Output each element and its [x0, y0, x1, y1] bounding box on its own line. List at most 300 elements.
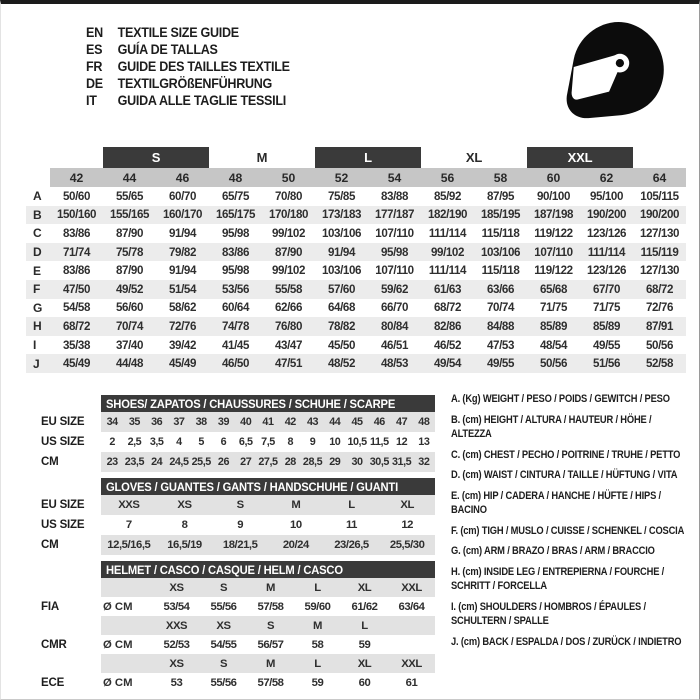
- size-header-cell: 60: [527, 168, 580, 187]
- value-cell: 11: [345, 519, 358, 531]
- value-cell: 49/55: [592, 338, 620, 352]
- row-label: CM: [41, 539, 59, 551]
- size-cell: XL: [357, 581, 372, 594]
- spacer: [31, 561, 101, 578]
- value-cell: 82/86: [433, 319, 461, 333]
- value-cell: 76/80: [274, 319, 302, 333]
- value-cell: 56/57: [257, 638, 284, 651]
- value-cell: 123/126: [586, 226, 627, 240]
- spacer: [31, 578, 101, 597]
- value-cell: 31,5: [391, 456, 412, 468]
- value-cell: 20/24: [282, 539, 309, 551]
- row-values: [101, 495, 435, 515]
- value-cell: 61/62: [351, 600, 378, 613]
- row-values: [101, 452, 435, 472]
- helmet-sizes-row: [31, 616, 437, 635]
- value-cell: 25,5: [191, 456, 211, 468]
- size-cell: XL: [357, 657, 372, 670]
- value-cell: 32: [418, 456, 430, 468]
- language-code: IT: [86, 93, 97, 108]
- size-header-cell: 64: [633, 168, 686, 187]
- value-cell: 9: [309, 436, 316, 448]
- row-values: [101, 412, 435, 432]
- size-group-row: [26, 147, 686, 168]
- value-cell: 60/70: [168, 189, 196, 203]
- value-cell: 44/48: [115, 357, 143, 371]
- size-header-cell: 46: [156, 168, 209, 187]
- value-cell: 49/52: [115, 282, 143, 296]
- value-cell: 9: [237, 519, 244, 531]
- value-cell: 170/180: [268, 208, 309, 222]
- value-cell: 45: [351, 416, 363, 428]
- size-cell: XS: [169, 581, 184, 594]
- size-cell: XS: [216, 619, 231, 632]
- diameter-unit-label: Ø CM: [103, 600, 133, 613]
- value-cell: 16,5/19: [167, 539, 202, 551]
- value-cell: 27: [240, 456, 252, 468]
- size-cell: S: [219, 657, 228, 670]
- value-cell: 48/53: [380, 357, 408, 371]
- language-code: ES: [86, 42, 103, 57]
- value-cell: 23/26,5: [334, 539, 369, 551]
- table-row: [26, 336, 686, 355]
- value-cell: 107/110: [375, 226, 414, 240]
- legend-item: H. (cm) INSIDE LEG / ENTREPIERNA / FOURCHE / SCHRITT / FORCELLA: [451, 565, 665, 592]
- value-cell: 51/54: [168, 282, 196, 296]
- row-values: [101, 432, 435, 452]
- value-cell: 48/52: [327, 357, 355, 371]
- value-cell: 83/86: [62, 226, 90, 240]
- size-section-row: [31, 535, 437, 555]
- value-cell: 68/72: [645, 282, 673, 296]
- value-cell: 78/82: [327, 319, 355, 333]
- diameter-unit-label: Ø CM: [103, 676, 133, 689]
- helmet-header-row: [31, 561, 437, 578]
- value-cell: 46: [373, 416, 385, 428]
- value-cell: 160/170: [162, 208, 203, 222]
- row-label: G: [33, 300, 43, 315]
- helmet-rows: [31, 578, 437, 692]
- size-header-cell: 50: [262, 168, 315, 187]
- size-cell: M: [266, 657, 275, 670]
- value-cell: 26: [217, 456, 230, 468]
- value-cell: 68/72: [62, 319, 90, 333]
- value-cell: 72/76: [168, 319, 196, 333]
- row-label: D: [33, 245, 42, 260]
- helmet-sizes-row: [31, 578, 437, 597]
- legend-item: D. (cm) WAIST / CINTURA / TAILLE / HÜFTUNG / VITA: [451, 469, 678, 481]
- value-cell: 53/56: [221, 282, 249, 296]
- row-values: [101, 635, 435, 654]
- value-cell: 11,5: [370, 436, 389, 448]
- value-cell: 47/50: [62, 282, 90, 296]
- spacer: [31, 616, 101, 635]
- value-cell: 10: [289, 519, 302, 531]
- table-row: [26, 317, 686, 336]
- value-cell: 18/21,5: [222, 539, 258, 551]
- value-cell: 3,5: [149, 436, 164, 448]
- value-cell: 72/76: [645, 301, 673, 315]
- value-cell: 13: [418, 436, 430, 448]
- value-cell: 59/60: [304, 600, 331, 613]
- helmet-icon-svg: [550, 16, 678, 124]
- language-row: [86, 58, 290, 75]
- size-section-row: [31, 452, 437, 472]
- value-cell: 59: [358, 638, 371, 651]
- value-cell: 79/82: [168, 245, 196, 259]
- value-cell: 95/98: [221, 226, 249, 240]
- row-label: FIA: [41, 600, 59, 613]
- table-row: [26, 243, 686, 262]
- row-values: [101, 654, 435, 673]
- value-cell: 56/60: [115, 301, 143, 315]
- size-section-row: [31, 412, 437, 432]
- value-cell: 83/86: [62, 264, 90, 278]
- value-cell: 50/56: [539, 357, 567, 371]
- value-cell: 41/45: [221, 338, 249, 352]
- row-values: [101, 673, 435, 692]
- size-cell: XXL: [401, 581, 422, 594]
- spacer: [31, 395, 101, 412]
- legend-item: C. (cm) CHEST / PECHO / POITRINE / TRUHE / PETTO: [451, 448, 681, 461]
- language-row: [86, 92, 290, 109]
- value-cell: 34: [106, 416, 118, 428]
- value-cell: 60: [358, 676, 371, 689]
- value-cell: 53/54: [163, 600, 190, 613]
- helmet-values-row: [31, 673, 437, 692]
- value-cell: 99/102: [271, 226, 306, 240]
- shoes-title: SHOES/ ZAPATOS / CHAUSSURES / SCHUHE / SCARPE: [106, 396, 396, 411]
- value-cell: 107/110: [534, 245, 573, 259]
- value-cell: 105/115: [640, 189, 679, 203]
- row-label: EU SIZE: [41, 416, 85, 428]
- value-cell: 60/64: [221, 301, 249, 315]
- value-cell: XXS: [118, 499, 140, 511]
- size-group-cell: XXL: [527, 147, 633, 168]
- value-cell: 190/200: [639, 208, 680, 222]
- value-cell: 185/195: [480, 208, 521, 222]
- size-section-row: [31, 515, 437, 535]
- value-cell: 85/92: [433, 189, 461, 203]
- value-cell: 119/122: [534, 226, 573, 240]
- gloves-section: [31, 478, 437, 555]
- value-cell: 115/119: [640, 245, 679, 259]
- value-cell: 66/70: [380, 301, 408, 315]
- bottom-tables: [31, 395, 437, 698]
- row-label: CMR: [41, 638, 67, 651]
- table-row: [26, 206, 686, 225]
- table-row: [26, 299, 686, 318]
- size-group-cell: L: [315, 147, 421, 168]
- value-cell: 80/84: [380, 319, 408, 333]
- table-row: [26, 224, 686, 243]
- value-cell: 58/62: [168, 301, 196, 315]
- value-cell: 63/66: [486, 282, 514, 296]
- value-cell: 23: [106, 456, 118, 468]
- row-label: A: [33, 189, 42, 204]
- value-cell: 50/60: [62, 189, 90, 203]
- value-cell: 111/114: [428, 226, 467, 240]
- value-cell: 87/91: [645, 319, 673, 333]
- value-cell: 45/49: [62, 357, 90, 371]
- value-cell: 155/165: [109, 208, 150, 222]
- value-cell: 85/89: [592, 319, 620, 333]
- legend-item: A. (Kg) WEIGHT / PESO / POIDS / GEWITCH / PESO: [451, 393, 670, 405]
- value-cell: 111/114: [587, 245, 626, 259]
- value-cell: 7,5: [261, 436, 275, 448]
- value-cell: 67/70: [592, 282, 620, 296]
- helmet-values-row: [31, 597, 437, 616]
- value-cell: 55/65: [115, 189, 143, 203]
- value-cell: 190/200: [586, 208, 627, 222]
- row-label: F: [33, 282, 41, 297]
- legend-item: G. (cm) ARM / BRAZO / BRAS / ARM / BRACCIO: [451, 545, 655, 557]
- value-cell: M: [291, 499, 301, 511]
- spacer: [31, 654, 101, 673]
- value-cell: 61: [405, 676, 418, 689]
- value-cell: XL: [400, 499, 414, 511]
- helmet-title: HELMET / CASCO / CASQUE / HELM / CASCO: [106, 562, 343, 577]
- row-label: I: [33, 338, 37, 353]
- value-cell: S: [236, 499, 244, 511]
- value-cell: 70/74: [486, 301, 514, 315]
- value-cell: 35/38: [62, 338, 90, 352]
- value-cell: 91/94: [327, 245, 355, 259]
- value-cell: 57/58: [257, 676, 284, 689]
- value-cell: 57/58: [257, 600, 284, 613]
- measurement-rows: [26, 187, 686, 373]
- value-cell: 150/160: [56, 208, 97, 222]
- gloves-rows: [31, 495, 437, 555]
- size-group-cell: [50, 147, 103, 168]
- value-cell: 36: [151, 416, 163, 428]
- value-cell: 103/106: [321, 264, 362, 278]
- value-cell: 65/68: [539, 282, 567, 296]
- value-cell: 6: [220, 436, 227, 448]
- table-row: [26, 261, 686, 280]
- row-label: H: [33, 319, 42, 334]
- value-cell: 68/72: [433, 301, 461, 315]
- language-label: TEXTILE SIZE GUIDE: [117, 25, 239, 40]
- value-cell: 71/74: [62, 245, 90, 259]
- value-cell: 48: [418, 416, 430, 428]
- value-cell: 28: [284, 456, 296, 468]
- value-cell: 2,5: [127, 436, 142, 448]
- value-cell: 8: [287, 436, 294, 448]
- value-cell: 65/75: [221, 189, 249, 203]
- value-cell: 115/118: [481, 264, 520, 278]
- value-cell: 44: [329, 416, 341, 428]
- value-cell: 54/58: [62, 301, 90, 315]
- language-code: DE: [86, 76, 103, 91]
- value-cell: 70/74: [115, 319, 143, 333]
- legend-item: E. (cm) HIP / CADERA / HANCHE / HÜFTE / HIPS / BACINO: [451, 489, 661, 516]
- value-cell: 30: [351, 456, 363, 468]
- value-cell: 47/53: [486, 338, 514, 352]
- row-values: [101, 578, 435, 597]
- value-cell: 43/47: [274, 338, 302, 352]
- value-cell: 83/86: [221, 245, 249, 259]
- row-label: CM: [41, 456, 59, 468]
- value-cell: 115/118: [481, 226, 520, 240]
- value-cell: 182/190: [427, 208, 468, 222]
- value-cell: 47/51: [274, 357, 302, 371]
- value-cell: 45/50: [327, 338, 355, 352]
- size-header-cell: 54: [368, 168, 421, 187]
- value-cell: 49/55: [486, 357, 514, 371]
- legend-item: B. (cm) HEIGHT / ALTURA / HAUTEUR / HÖHE / ALTEZZA: [451, 413, 652, 440]
- size-group-cell: XL: [465, 150, 483, 165]
- size-cell: XXS: [165, 619, 188, 632]
- value-cell: 10: [329, 436, 341, 448]
- value-cell: 90/100: [536, 189, 571, 203]
- size-header-spacer: [26, 168, 50, 187]
- value-cell: 46/50: [221, 357, 249, 371]
- value-cell: 99/102: [430, 245, 465, 259]
- value-cell: 6,5: [238, 436, 253, 448]
- value-cell: 85/89: [539, 319, 567, 333]
- value-cell: 35: [128, 416, 140, 428]
- value-cell: 4: [176, 436, 182, 448]
- value-cell: XS: [177, 499, 192, 511]
- language-label: GUIDE DES TAILLES TEXTILE: [117, 59, 290, 74]
- value-cell: 75/78: [115, 245, 143, 259]
- value-cell: 28,5: [302, 456, 323, 468]
- size-header-row: [26, 168, 686, 187]
- value-cell: 48/54: [539, 338, 567, 352]
- row-values: [101, 616, 435, 635]
- value-cell: 38: [195, 416, 207, 428]
- value-cell: 63/64: [398, 600, 425, 613]
- size-header-cell: 58: [474, 168, 527, 187]
- size-section-row: [31, 432, 437, 452]
- language-code: FR: [86, 59, 103, 74]
- size-cell: S: [266, 619, 275, 632]
- value-cell: 87/90: [274, 245, 302, 259]
- value-cell: 87/95: [486, 189, 514, 203]
- value-cell: 91/94: [168, 264, 196, 278]
- value-cell: 29: [329, 456, 341, 468]
- size-section-row: [31, 495, 437, 515]
- row-label: E: [33, 263, 42, 278]
- row-values: [101, 535, 435, 555]
- value-cell: 123/126: [586, 264, 627, 278]
- value-cell: 12: [396, 436, 408, 448]
- value-cell: 53: [170, 676, 183, 689]
- shoes-rows: [31, 412, 437, 472]
- value-cell: 61/63: [433, 282, 461, 296]
- value-cell: 95/98: [221, 264, 249, 278]
- shoes-section: [31, 395, 437, 472]
- value-cell: 10,5: [347, 436, 367, 448]
- value-cell: 2: [109, 436, 115, 448]
- size-group-cell: [633, 147, 686, 168]
- size-header-cell: 62: [580, 168, 633, 187]
- value-cell: 24: [151, 456, 163, 468]
- value-cell: 27,5: [258, 456, 278, 468]
- size-header-cell: 42: [50, 168, 103, 187]
- value-cell: 23,5: [124, 456, 144, 468]
- helmet-section: [31, 561, 437, 692]
- size-header-cell: 56: [421, 168, 474, 187]
- value-cell: 7: [125, 519, 132, 531]
- value-cell: 43: [306, 416, 319, 428]
- value-cell: 50/56: [645, 338, 673, 352]
- language-row: [86, 41, 290, 58]
- value-cell: 58: [311, 638, 324, 651]
- shoes-title-bar: [101, 395, 435, 412]
- value-cell: 187/198: [533, 208, 574, 222]
- table-row: [26, 354, 686, 373]
- diameter-unit-label: Ø CM: [103, 638, 133, 651]
- value-cell: 74/78: [221, 319, 249, 333]
- value-cell: 71/75: [539, 301, 567, 315]
- size-cell: L: [314, 657, 321, 670]
- value-cell: 30,5: [369, 456, 389, 468]
- language-label: GUÍA DE TALLAS: [117, 42, 218, 57]
- value-cell: 111/114: [428, 264, 467, 278]
- value-cell: 5: [198, 436, 204, 448]
- row-label: US SIZE: [41, 436, 85, 448]
- value-cell: 177/187: [374, 208, 415, 222]
- value-cell: 54/55: [210, 638, 237, 651]
- value-cell: 119/122: [534, 264, 573, 278]
- row-label: B: [33, 207, 42, 222]
- value-cell: 37: [173, 416, 185, 428]
- language-label: TEXTILGRÖßENFÜHRUNG: [117, 76, 273, 91]
- value-cell: 49/54: [433, 357, 461, 371]
- measurement-legend: [451, 392, 690, 655]
- value-cell: 12,5/16,5: [107, 539, 151, 551]
- value-cell: 45/49: [168, 357, 196, 371]
- value-cell: 87/90: [115, 264, 143, 278]
- value-cell: 70/80: [274, 189, 302, 203]
- value-cell: 37/40: [115, 338, 143, 352]
- value-cell: 127/130: [639, 264, 680, 278]
- size-cell: M: [266, 581, 275, 594]
- value-cell: 64/68: [327, 301, 355, 315]
- racing-helmet-icon: [550, 16, 678, 124]
- value-cell: 95/98: [380, 245, 408, 259]
- helmet-values-row: [31, 635, 437, 654]
- value-cell: 39: [217, 416, 230, 428]
- value-cell: 99/102: [271, 264, 306, 278]
- value-cell: 59: [311, 676, 324, 689]
- value-cell: 95/100: [589, 189, 624, 203]
- legend-item: F. (cm) TIGH / MUSLO / CUISSE / SCHENKEL / COSCIA: [451, 524, 685, 537]
- value-cell: 42: [284, 416, 296, 428]
- size-header-cell: 44: [103, 168, 156, 187]
- row-label: J: [33, 356, 40, 371]
- table-row: [26, 280, 686, 299]
- value-cell: 173/183: [321, 208, 362, 222]
- size-header-cell: 48: [209, 168, 262, 187]
- size-cell: S: [219, 581, 228, 594]
- value-cell: 55/58: [274, 282, 302, 296]
- table-row: [26, 187, 686, 206]
- value-cell: 46/51: [380, 338, 408, 352]
- helmet-title-bar: [101, 561, 435, 578]
- value-cell: 57/60: [327, 282, 355, 296]
- language-row: [86, 75, 290, 92]
- value-cell: 55/56: [210, 676, 237, 689]
- gloves-header-row: [31, 478, 437, 495]
- row-label: EU SIZE: [41, 499, 85, 511]
- gloves-title: GLOVES / GUANTES / GANTS / HANDSCHUHE / GUANTI: [106, 479, 399, 494]
- value-cell: 59/62: [380, 282, 408, 296]
- language-row: [86, 24, 290, 41]
- language-list: [86, 24, 290, 109]
